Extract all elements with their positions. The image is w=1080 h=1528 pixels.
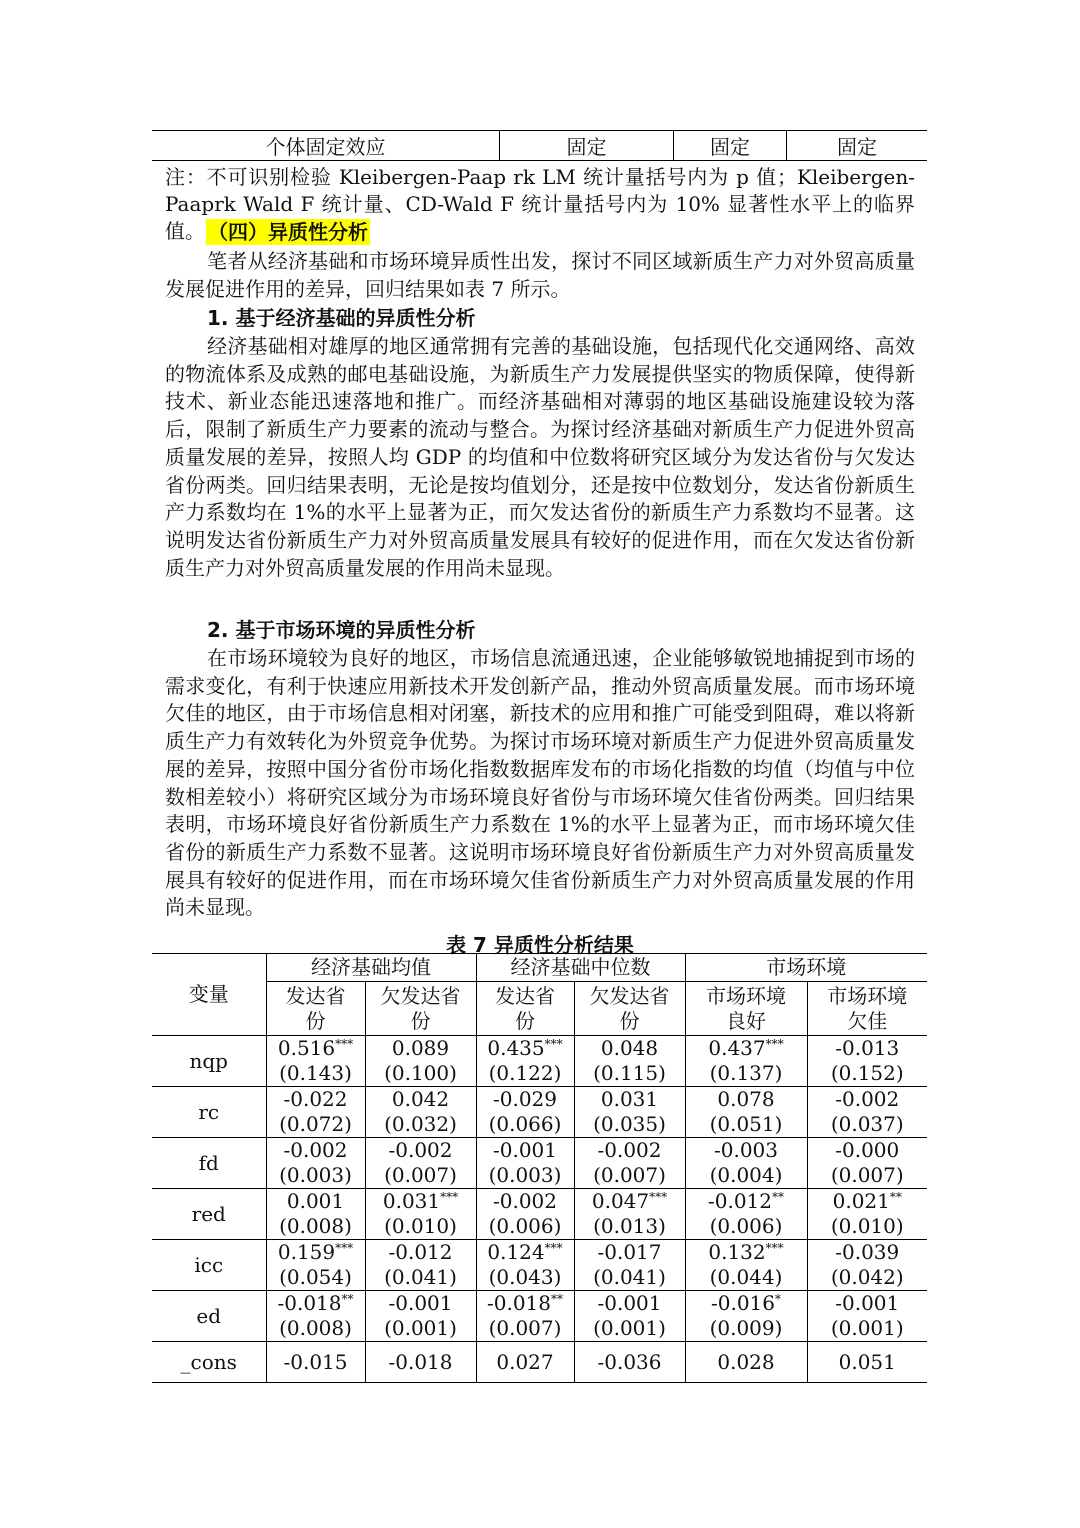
table-cell	[476, 1138, 574, 1189]
standard-error: (0.010)	[384, 1214, 457, 1238]
standard-error: (0.001)	[593, 1316, 666, 1340]
table-cell	[685, 1036, 807, 1087]
coefficient: 0.048	[600, 1036, 659, 1060]
variable-name: ed	[152, 1291, 266, 1342]
coefficient: -0.002	[492, 1189, 557, 1213]
fixed-effects-table	[152, 130, 927, 161]
subsection-title-market: 2. 基于市场环境的异质性分析	[207, 618, 476, 642]
market-paragraph: 在市场环境较为良好的地区，市场信息流通迅速，企业能够敏锐地捕捉到市场的需求变化，有利于快速应用新技术开发创新产品，推动外贸高质量发展。而市场环境欠佳的地区，由于市场信息相对闭塞，新技术的应用和推广可能受到阻碍，难以将新质生产力有效转化为外贸竞争优势。为探讨市场环境对新质生产力促进外贸高质量发展的差异，按照中国分省份市场化指数数据库发布的市场化指数的均值（均值与中位数相差较小）将研究区域分为市场环境良好省份与市场环境欠佳省份两类。回归结果表明，市场环境良好省份新质生产力系数在 1%的水平上显著为正，而市场环境欠佳省份的新质生产力系数不显著。这说明市场环境良好省份新质生产力对外贸高质量发展具有较好的促进作用，而在市场环境欠佳省份新质生产力对外贸高质量发展的作用尚未显现。	[165, 646, 915, 920]
table-cell	[574, 1087, 685, 1138]
table-cell	[574, 1291, 685, 1342]
coefficient: 0.051	[838, 1349, 896, 1374]
coefficient: 0.132	[708, 1240, 766, 1264]
column-header: 发达省 份	[266, 982, 365, 1036]
standard-error: (0.008)	[279, 1214, 352, 1238]
standard-error: (0.041)	[384, 1265, 457, 1289]
table-cell	[574, 1138, 685, 1189]
standard-error: (0.003)	[488, 1163, 562, 1187]
coefficient: -0.018	[486, 1291, 551, 1315]
table-row	[152, 1138, 927, 1189]
standard-error: (0.007)	[830, 1163, 904, 1187]
coefficient: 0.159	[277, 1240, 336, 1264]
variable-header: 变量	[152, 954, 266, 1036]
coefficient: 0.021	[832, 1189, 890, 1213]
table-cell	[365, 1189, 476, 1240]
variable-name: rc	[152, 1087, 266, 1138]
table-cell	[266, 1342, 365, 1383]
standard-error: (0.001)	[830, 1316, 904, 1340]
table-cell: 固定	[787, 131, 928, 161]
table-cell	[266, 1189, 365, 1240]
table-cell	[807, 1240, 927, 1291]
significance-stars: ***	[440, 1190, 459, 1204]
table-cell	[476, 1036, 574, 1087]
table-cell	[685, 1291, 807, 1342]
table-cell	[574, 1036, 685, 1087]
table-cell	[365, 1087, 476, 1138]
coefficient: -0.039	[835, 1240, 900, 1264]
coefficient: 0.078	[717, 1087, 775, 1111]
standard-error: (0.008)	[279, 1316, 352, 1340]
significance-stars: **	[341, 1292, 354, 1306]
coefficient: -0.001	[597, 1291, 662, 1315]
standard-error: (0.013)	[593, 1214, 666, 1238]
table-cell	[685, 1240, 807, 1291]
standard-error: (0.152)	[830, 1061, 904, 1085]
coefficient: -0.012	[388, 1240, 453, 1264]
table-cell	[476, 1342, 574, 1383]
standard-error: (0.043)	[488, 1265, 562, 1289]
coefficient: -0.001	[492, 1138, 557, 1162]
standard-error: (0.007)	[488, 1316, 562, 1340]
coefficient: 0.047	[591, 1189, 650, 1213]
table-row	[152, 1240, 927, 1291]
coefficient: -0.018	[388, 1349, 453, 1374]
standard-error: (0.122)	[488, 1061, 562, 1085]
column-header: 欠发达省 份	[365, 982, 476, 1036]
coefficient: -0.016	[710, 1291, 775, 1315]
coefficient: -0.029	[492, 1087, 557, 1111]
intro-paragraph: 笔者从经济基础和市场环境异质性出发，探讨不同区域新质生产力对外贸高质量发展促进作用的差异，回归结果如表 7 所示。	[165, 249, 915, 301]
coefficient: -0.002	[283, 1138, 348, 1162]
table-cell	[476, 1189, 574, 1240]
standard-error: (0.003)	[279, 1163, 352, 1187]
table-subheader-row	[152, 982, 927, 1036]
heterogeneity-table	[152, 953, 927, 1383]
variable-name: _cons	[152, 1342, 266, 1383]
standard-error: (0.006)	[488, 1214, 562, 1238]
standard-error: (0.006)	[709, 1214, 783, 1238]
table-cell	[807, 1291, 927, 1342]
table-cell	[807, 1189, 927, 1240]
table-cell	[685, 1342, 807, 1383]
coefficient: 0.089	[391, 1036, 450, 1060]
column-header: 市场环境 良好	[685, 982, 807, 1036]
table-cell	[365, 1291, 476, 1342]
table-row	[152, 1189, 927, 1240]
coefficient: -0.001	[388, 1291, 453, 1315]
table-cell	[807, 1036, 927, 1087]
variable-name: fd	[152, 1138, 266, 1189]
economic-paragraph: 经济基础相对雄厚的地区通常拥有完善的基础设施，包括现代化交通网络、高效的物流体系及成熟的邮电基础设施，为新质生产力发展提供坚实的物质保障，使得新技术、新业态能迅速落地和推广。而经济基础相对薄弱的地区基础设施建设较为落后，限制了新质生产力要素的流动与整合。为探讨经济基础对新质生产力促进外贸高质量发展的差异，按照人均 GDP 的均值和中位数将研究区域分为发达省份与欠发达省份两类。回归结果表明，无论是按均值划分，还是按中位数划分，发达省份新质生产力系数均在 1%的水平上显著为正，而欠发达省份的新质生产力系数均不显著。这说明发达省份新质生产力对外贸高质量发展具有较好的促进作用，而在欠发达省份新质生产力对外贸高质量发展的作用尚未显现。	[165, 334, 915, 580]
variable-name: icc	[152, 1240, 266, 1291]
standard-error: (0.007)	[384, 1163, 457, 1187]
standard-error: (0.009)	[709, 1316, 783, 1340]
standard-error: (0.004)	[709, 1163, 783, 1187]
table-header-row	[152, 954, 927, 982]
table-cell: 个体固定效应	[152, 131, 500, 161]
table-cell	[266, 1138, 365, 1189]
table-note: 注：不可识别检验 Kleibergen-Paap rk LM 统计量括号内为 p 值；Kleibergen-Paaprk Wald F 统计量、CD-Wald F 统计量括号内为 10% 显著性水平上的临界值。	[165, 165, 915, 243]
column-header: 发达省 份	[476, 982, 574, 1036]
table-cell	[685, 1087, 807, 1138]
coefficient: 0.124	[487, 1240, 545, 1264]
table-cell: 固定	[674, 131, 787, 161]
table-cell	[365, 1036, 476, 1087]
standard-error: (0.010)	[830, 1214, 904, 1238]
table-cell	[574, 1189, 685, 1240]
significance-stars: ***	[335, 1037, 354, 1051]
table-cell	[685, 1138, 807, 1189]
standard-error: (0.044)	[709, 1265, 783, 1289]
table-cell	[574, 1342, 685, 1383]
standard-error: (0.001)	[384, 1316, 457, 1340]
significance-stars: ***	[335, 1241, 354, 1255]
standard-error: (0.100)	[384, 1061, 457, 1085]
group-header: 市场环境	[685, 954, 927, 982]
coefficient: 0.435	[487, 1036, 545, 1060]
table-cell	[807, 1138, 927, 1189]
coefficient: -0.015	[283, 1349, 348, 1374]
table-cell	[365, 1138, 476, 1189]
table-cell	[476, 1240, 574, 1291]
coefficient: 0.516	[277, 1036, 336, 1060]
coefficient: 0.031	[382, 1189, 441, 1213]
coefficient: -0.001	[835, 1291, 900, 1315]
coefficient: -0.002	[835, 1087, 900, 1111]
standard-error: (0.032)	[384, 1112, 457, 1136]
coefficient: -0.000	[835, 1138, 900, 1162]
coefficient: 0.001	[286, 1189, 345, 1213]
coefficient: -0.036	[597, 1349, 662, 1374]
standard-error: (0.037)	[830, 1112, 904, 1136]
table-row	[152, 1291, 927, 1342]
table-cell	[266, 1291, 365, 1342]
significance-stars: ***	[765, 1241, 784, 1255]
standard-error: (0.137)	[709, 1061, 783, 1085]
table-row	[152, 131, 927, 161]
table-row	[152, 1087, 927, 1138]
significance-stars: **	[772, 1190, 784, 1204]
table-caption: 表 7 异质性分析结果	[446, 933, 634, 957]
table-cell	[365, 1342, 476, 1383]
table-cell	[685, 1189, 807, 1240]
coefficient: 0.042	[391, 1087, 450, 1111]
standard-error: (0.007)	[593, 1163, 666, 1187]
coefficient: 0.031	[600, 1087, 659, 1111]
table-row	[152, 1036, 927, 1087]
table-cell	[807, 1342, 927, 1383]
significance-stars: ***	[544, 1037, 563, 1051]
coefficient: -0.003	[713, 1138, 778, 1162]
coefficient: 0.437	[708, 1036, 766, 1060]
subsection-title-economic: 1. 基于经济基础的异质性分析	[207, 306, 476, 330]
variable-name: nqp	[152, 1036, 266, 1087]
table-cell	[266, 1240, 365, 1291]
coefficient: -0.002	[388, 1138, 453, 1162]
significance-stars: *	[775, 1292, 781, 1306]
coefficient: -0.017	[597, 1240, 662, 1264]
standard-error: (0.054)	[279, 1265, 352, 1289]
table-cell: 固定	[500, 131, 674, 161]
group-header: 经济基础中位数	[476, 954, 685, 982]
coefficient: -0.022	[283, 1087, 348, 1111]
standard-error: (0.066)	[488, 1112, 562, 1136]
standard-error: (0.115)	[593, 1061, 666, 1085]
table-cell	[266, 1036, 365, 1087]
group-header: 经济基础均值	[266, 954, 476, 982]
significance-stars: ***	[765, 1037, 784, 1051]
standard-error: (0.072)	[279, 1112, 352, 1136]
coefficient: -0.013	[835, 1036, 900, 1060]
significance-stars: **	[889, 1190, 902, 1204]
table-cell	[476, 1087, 574, 1138]
coefficient: 0.027	[496, 1349, 554, 1374]
coefficient: 0.028	[717, 1349, 775, 1374]
table-cell	[266, 1087, 365, 1138]
table-cell	[807, 1087, 927, 1138]
table-cell	[574, 1240, 685, 1291]
column-header: 市场环境 欠佳	[807, 982, 927, 1036]
standard-error: (0.035)	[593, 1112, 666, 1136]
table-cell	[476, 1291, 574, 1342]
column-header: 欠发达省 份	[574, 982, 685, 1036]
section-heading: （四）异质性分析	[208, 220, 368, 244]
coefficient: -0.012	[707, 1189, 772, 1213]
coefficient: -0.002	[597, 1138, 662, 1162]
standard-error: (0.143)	[279, 1061, 352, 1085]
standard-error: (0.041)	[593, 1265, 666, 1289]
significance-stars: ***	[544, 1241, 563, 1255]
significance-stars: **	[551, 1292, 563, 1306]
table-row	[152, 1342, 927, 1383]
table-cell	[365, 1240, 476, 1291]
variable-name: red	[152, 1189, 266, 1240]
standard-error: (0.042)	[830, 1265, 904, 1289]
standard-error: (0.051)	[709, 1112, 783, 1136]
significance-stars: ***	[649, 1190, 668, 1204]
coefficient: -0.018	[277, 1291, 342, 1315]
